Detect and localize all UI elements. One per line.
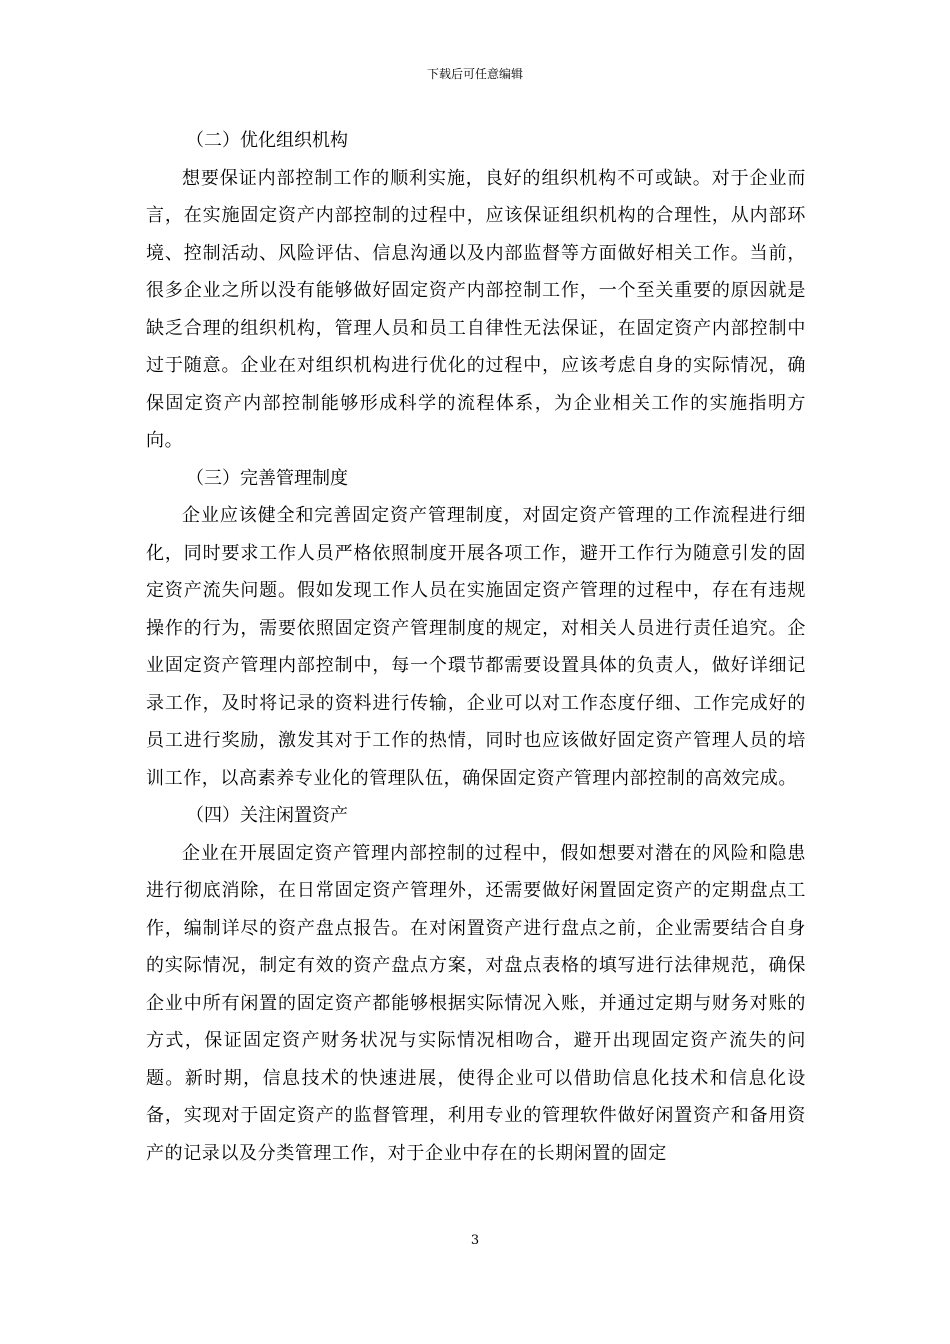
paragraph-organization: 想要保证内部控制工作的顺利实施，良好的组织机构不可或缺。对于企业而言，在实施固定资产内部控制的过程中，应该保证组织机构的合理性，从内部环境、控制活动、风险评估、信息沟通以及内部监督等方面做好相关工作。当前，很多企业之所以没有能够做好固定资产内部控制工作，一个至关重要的原因就是缺乏合理的组织机构，管理人员和员工自律性无法保证，在固定资产内部控制中过于随意。企业在对组织机构进行优化的过程中，应该考虑自身的实际情况，确保固定资产内部控制能够形成科学的流程体系，为企业相关工作的实施指明方向。: [146, 167, 806, 451]
paragraph-management-system: 企业应该健全和完善固定资产管理制度，对固定资产管理的工作流程进行细化，同时要求工作人员严格依照制度开展各项工作，避开工作行为随意引发的固定资产流失问题。假如发现工作人员在实施固定资产管理的过程中，存在有违规操作的行为，需要依照固定资产管理制度的规定，对相关人员进行责任追究。企业固定资产管理内部控制中，每一个環节都需要设置具体的负责人，做好详细记录工作，及时将记录的资料进行传输，企业可以对工作态度仔细、工作完成好的员工进行奖励，激发其对于工作的热情，同时也应该做好固定资产管理人员的培训工作，以高素养专业化的管理队伍，确保固定资产管理内部控制的高效完成。: [146, 505, 806, 789]
section-heading-organization: （二）优化组织机构: [186, 130, 348, 151]
section-heading-idle-assets: （四）关注闲置资产: [186, 805, 348, 826]
document-body: [146, 122, 806, 1172]
section-heading-management-system: （三）完善管理制度: [186, 467, 348, 489]
page-number: 3: [470, 1233, 480, 1248]
page-header: 下载后可任意编辑: [426, 67, 523, 81]
paragraph-idle-assets: 企业在开展固定资产管理内部控制的过程中，假如想要对潜在的风险和隐患进行彻底消除，在日常固定资产管理外，还需要做好闲置固定资产的定期盘点工作，编制详尽的资产盘点报告。在对闲置资产进行盘点之前，企业需要结合自身的实际情况，制定有效的资产盘点方案，对盘点表格的填写进行法律规范，确保企业中所有闲置的固定资产都能够根据实际情况入账，并通过定期与财务对账的方式，保证固定资产财务状况与实际情况相吻合，避开出现固定资产流失的问题。新时期，信息技术的快速进展，使得企业可以借助信息化技术和信息化设备，实现对于固定资产的监督管理，利用专业的管理软件做好闲置资产和备用资产的记录以及分类管理工作，对于企业中存在的长期闲置的固定: [146, 842, 806, 1164]
